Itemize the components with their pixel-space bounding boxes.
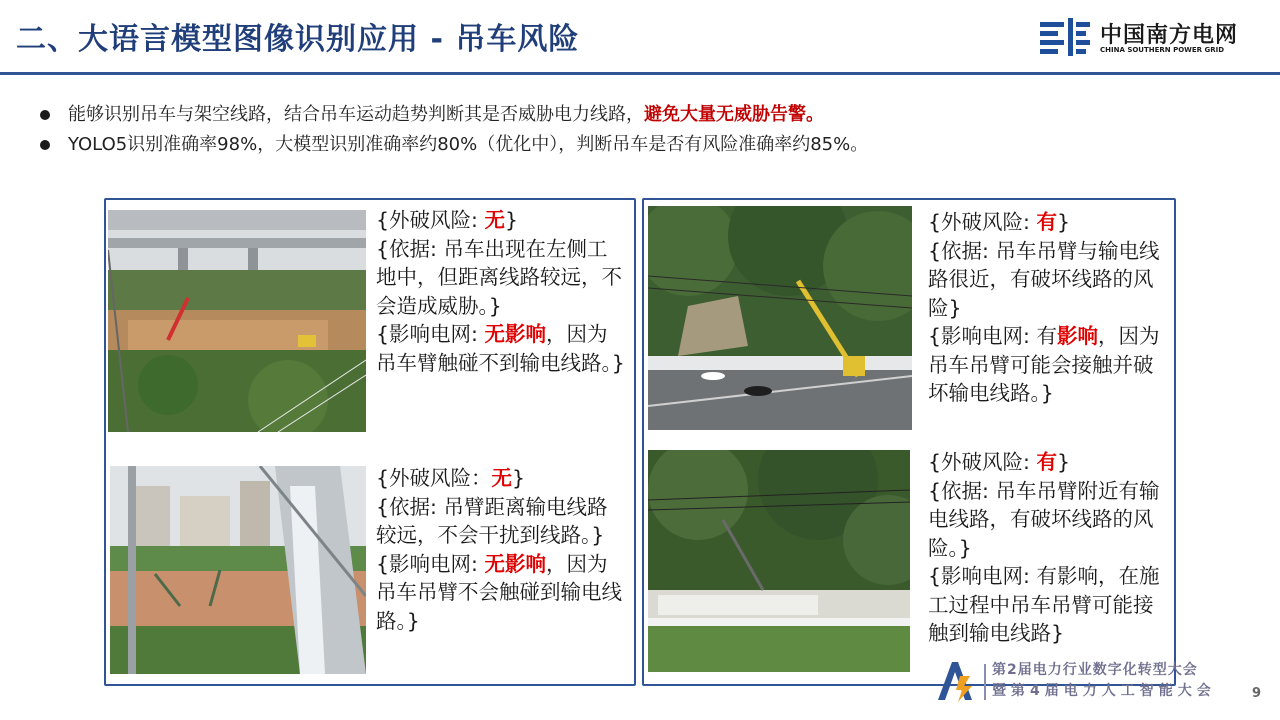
risk-line: {外破风险: 无}	[376, 208, 519, 232]
bullet-list	[36, 100, 1256, 160]
bullet-text: YOLO5识别准确率98%，大模型识别准确率约80%（优化中），判断吊车是否有风险准确率约85%。	[68, 134, 869, 155]
bullet-item	[36, 130, 1256, 160]
impact-value: 无影响	[484, 551, 546, 576]
footer-divider	[984, 664, 986, 700]
crane-photo-3	[648, 206, 912, 430]
crane-photo-2	[110, 466, 366, 674]
risk-value: 无	[484, 208, 505, 232]
case-description-1	[376, 206, 626, 377]
basis-text: {依据: 吊车吊臂与输电线路很近，有破坏线路的风险}	[928, 238, 1160, 320]
impact-line: {影响电网: 无影响，因为吊车臂触碰不到输电线路。}	[376, 322, 625, 375]
page-title: 二、大语言模型图像识别应用 - 吊车风险	[16, 22, 580, 57]
case-description-2	[376, 464, 626, 635]
conference-name	[992, 660, 1216, 702]
risk-value: 有	[1036, 210, 1057, 234]
basis-text: {依据: 吊车出现在左侧工地中，但距离线路较远，不会造成威胁。}	[376, 236, 622, 318]
impact-line: {影响电网: 无影响，因为吊车吊臂不会触碰到输电线路。}	[376, 551, 622, 633]
conference-line-2: 暨第4届电力人工智能大会	[992, 683, 1216, 699]
csg-logo-icon	[1040, 18, 1090, 56]
risk-value: 有	[1036, 450, 1057, 474]
case-description-4	[928, 448, 1168, 648]
conference-line-1: 第2届电力行业数字化转型大会	[992, 662, 1198, 678]
conference-logo-icon	[934, 658, 978, 702]
bullet-item	[36, 100, 1256, 130]
impact-line: {影响电网: 有影响，在施工过程中吊车吊臂可能接触到输电线路}	[928, 564, 1160, 645]
impact-value: 无影响	[484, 322, 546, 346]
impact-value: 影响	[1056, 324, 1098, 348]
bullet-text: 能够识别吊车与架空线路，结合吊车运动趋势判断其是否威胁电力线路，	[68, 104, 644, 125]
case-description-3	[928, 208, 1168, 408]
logo-text-cn: 中国南方电网	[1100, 23, 1239, 48]
crane-photo-1	[108, 210, 366, 432]
title-divider	[0, 72, 1280, 75]
crane-photo-4	[648, 450, 910, 672]
risk-line: {外破风险：无}	[376, 466, 526, 490]
risk-value: 无	[491, 466, 513, 490]
risk-line: {外破风险: 有}	[928, 210, 1071, 234]
basis-text: {依据: 吊臂距离输电线路较远，不会干扰到线路。}	[376, 494, 608, 547]
impact-line: {影响电网: 有影响，因为吊车吊臂可能会接触并破坏输电线路。}	[928, 324, 1160, 405]
risk-line: {外破风险: 有}	[928, 450, 1071, 474]
page-number: 9	[1252, 686, 1262, 701]
basis-text: {依据: 吊车吊臂附近有输电线路，有破坏线路的风险。}	[928, 478, 1160, 560]
company-logo	[1040, 14, 1270, 60]
logo-text-en: CHINA SOUTHERN POWER GRID	[1100, 46, 1225, 54]
bullet-highlight: 避免大量无威胁告警。	[644, 104, 824, 125]
